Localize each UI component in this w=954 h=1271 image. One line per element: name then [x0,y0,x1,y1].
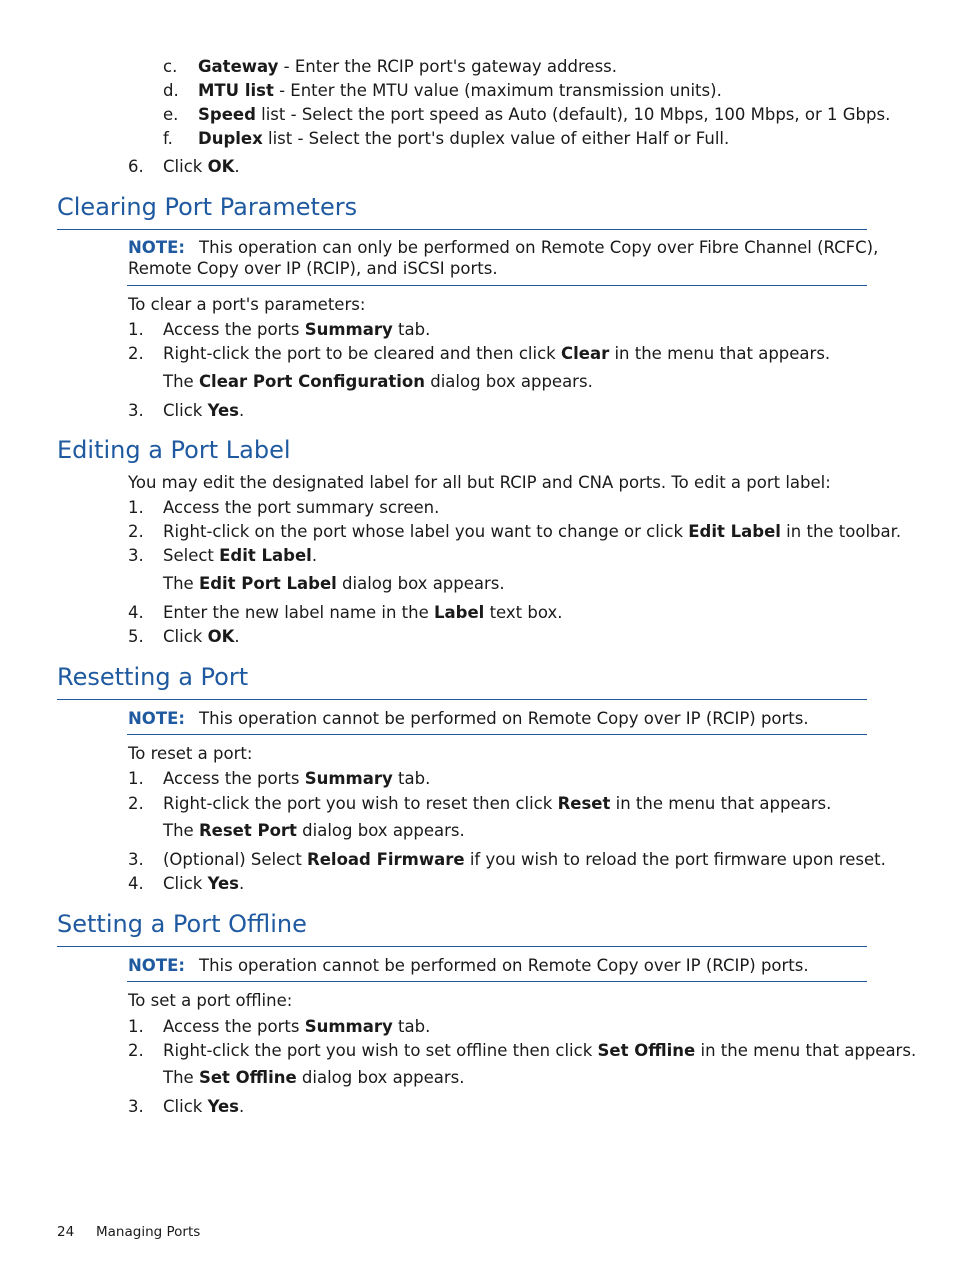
note-label: NOTE: [128,956,185,975]
list-marker: e. [163,105,179,124]
section-intro: You may edit the designated label for all but RCIP and CNA ports. To edit a port label: [128,473,831,492]
list-item: MTU list - Enter the MTU value (maximum transmission units). [198,81,722,100]
step-number: 3. [128,1097,144,1116]
step-result: The Reset Port dialog box appears. [163,821,465,840]
step-text: (Optional) Select Reload Firmware if you wish to reload the port firmware upon reset. [163,850,886,869]
step-number: 3. [128,546,144,565]
step-text: Click OK. [163,627,240,646]
step-result: The Edit Port Label dialog box appears. [163,574,505,593]
note-text: This operation cannot be performed on Remote Copy over IP (RCIP) ports. [199,956,809,975]
step-text: Select Edit Label. [163,546,318,565]
page-number: 24 [57,1224,75,1240]
section-heading-clearing: Clearing Port Parameters [57,193,358,221]
step-result: The Set Offline dialog box appears. [163,1068,465,1087]
note-text: This operation can only be performed on Remote Copy over Fibre Channel (RCFC), [199,238,879,257]
list-item: Duplex list - Select the port's duplex value of either Half or Full. [198,129,730,148]
step-text: Click Yes. [163,401,245,420]
note-rule [127,734,867,735]
step-number: 3. [128,401,144,420]
note-label: NOTE: [128,238,185,257]
step-number: 2. [128,344,144,363]
list-marker: d. [163,81,179,100]
step-text: Right-click on the port whose label you want to change or click Edit Label in the toolbar. [163,522,902,541]
note-rule [127,285,867,286]
step-number: 1. [128,1017,144,1036]
step-number: 1. [128,498,144,517]
step-text: Right-click the port you wish to set offline then click Set Offline in the menu that appears. [163,1041,917,1060]
heading-rule [57,699,867,700]
step-number: 4. [128,874,144,893]
step-number: 1. [128,320,144,339]
step-number: 4. [128,603,144,622]
note-label: NOTE: [128,709,185,728]
step-number: 5. [128,627,144,646]
list-marker: c. [163,57,178,76]
step-text: Access the ports Summary tab. [163,769,431,788]
step-text: Access the ports Summary tab. [163,1017,431,1036]
step-result: The Clear Port Configuration dialog box appears. [163,372,593,391]
section-heading-offline: Setting a Port Offline [57,910,307,938]
step-number: 3. [128,850,144,869]
step-text: Right-click the port to be cleared and then click Clear in the menu that appears. [163,344,831,363]
step-number: 6. [128,157,144,176]
step-number: 1. [128,769,144,788]
note-text: This operation cannot be performed on Remote Copy over IP (RCIP) ports. [199,709,809,728]
step-number: 2. [128,522,144,541]
step-text: Click Yes. [163,1097,245,1116]
step-text: Click Yes. [163,874,245,893]
section-intro: To clear a port's parameters: [128,295,366,314]
step-text: Click OK. [163,157,240,176]
list-marker: f. [163,129,173,148]
step-text: Enter the new label name in the Label text box. [163,603,563,622]
heading-rule [57,229,867,230]
list-item: Gateway - Enter the RCIP port's gateway address. [198,57,618,76]
step-text: Right-click the port you wish to reset then click Reset in the menu that appears. [163,794,832,813]
note-text: Remote Copy over IP (RCIP), and iSCSI ports. [128,259,498,278]
section-heading-resetting: Resetting a Port [57,663,249,691]
note-rule [127,981,867,982]
step-text: Access the ports Summary tab. [163,320,431,339]
step-text: Access the port summary screen. [163,498,440,517]
footer-section-title: Managing Ports [96,1224,201,1240]
section-intro: To reset a port: [128,744,253,763]
step-number: 2. [128,1041,144,1060]
section-intro: To set a port offline: [128,991,293,1010]
list-item: Speed list - Select the port speed as Auto (default), 10 Mbps, 100 Mbps, or 1 Gbps. [198,105,891,124]
step-number: 2. [128,794,144,813]
heading-rule [57,946,867,947]
section-heading-editing: Editing a Port Label [57,436,291,464]
